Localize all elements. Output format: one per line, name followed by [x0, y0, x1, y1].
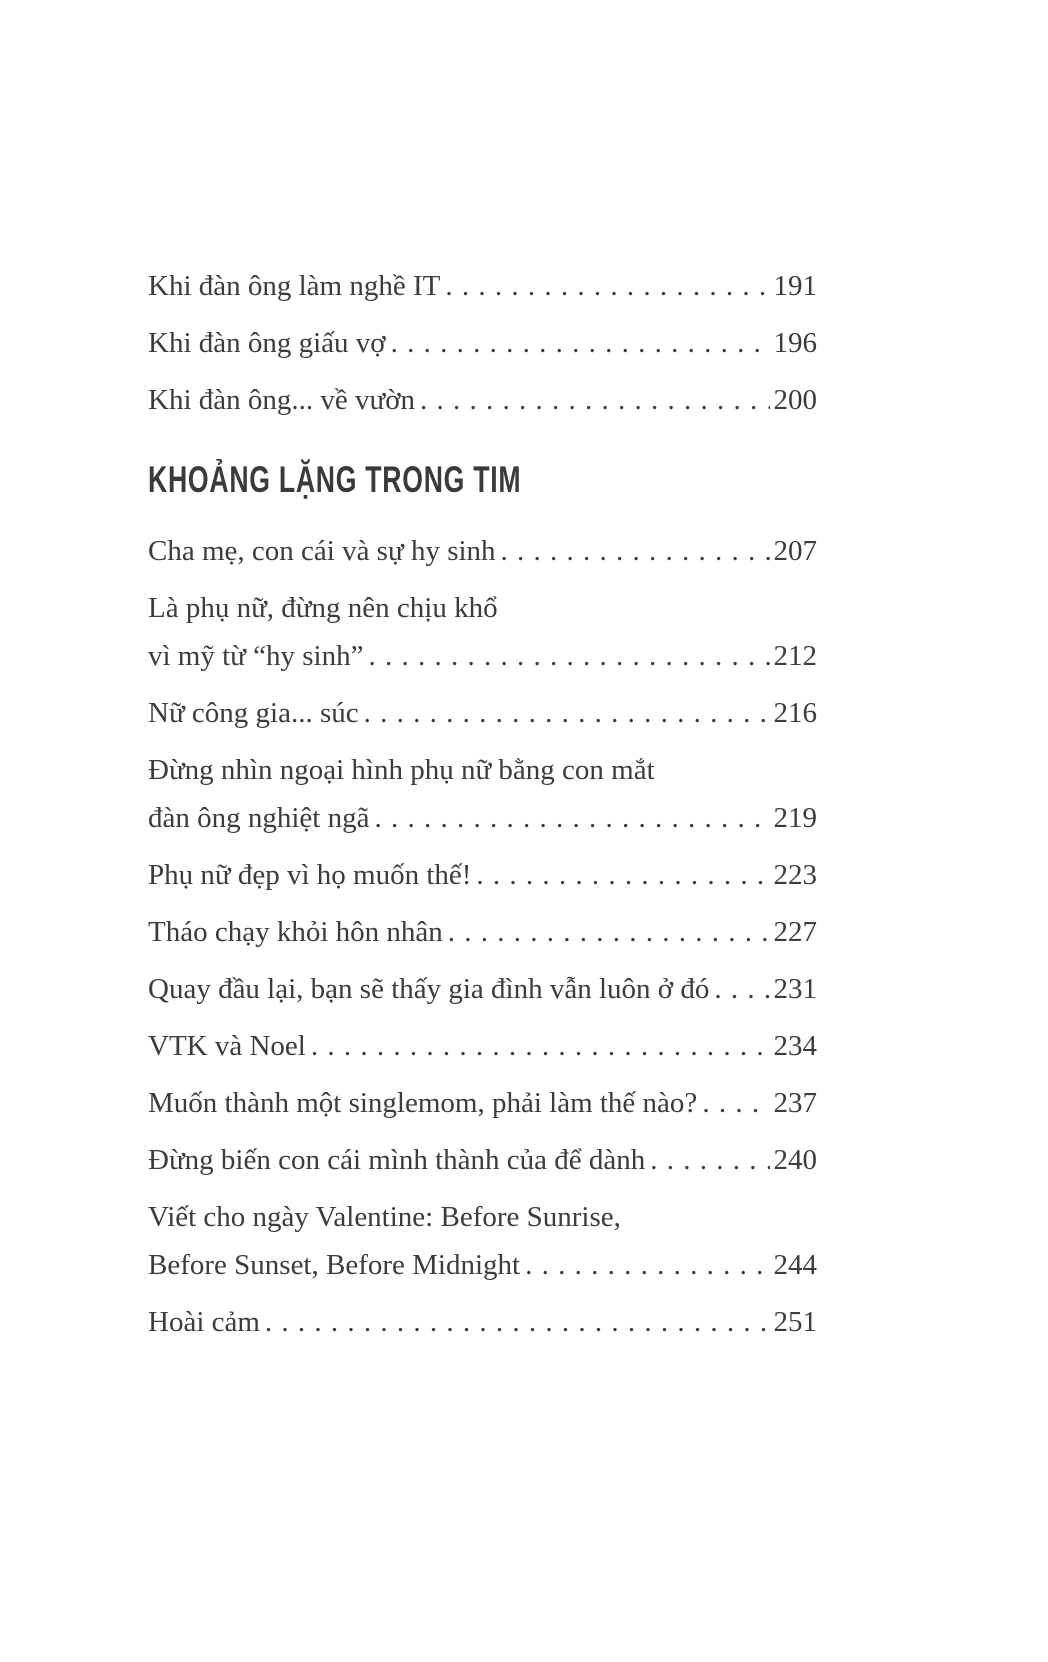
- toc-entry-title: Khi đàn ông... về vườn: [148, 384, 416, 416]
- toc-entry-page-number: 207: [773, 535, 817, 567]
- section-heading: [148, 460, 817, 505]
- toc-entry-line: [148, 319, 817, 367]
- dot-leader: [650, 1136, 769, 1184]
- toc-entry: [148, 527, 817, 575]
- toc-entry: [148, 1079, 817, 1127]
- dot-leader: [265, 1298, 770, 1346]
- toc-entry: [148, 851, 817, 899]
- toc-entry-line: [148, 262, 817, 310]
- toc-entry-page-number: 212: [773, 640, 817, 672]
- toc-entry-line: [148, 689, 817, 737]
- toc-entry-title: Before Sunset, Before Midnight: [148, 1249, 521, 1281]
- toc-entry: [148, 262, 817, 310]
- toc-entry-line: [148, 584, 817, 632]
- toc-entry-title: Nữ công gia... súc: [148, 697, 359, 729]
- toc-entry-title: Khi đàn ông giấu vợ: [148, 327, 386, 359]
- toc-entry-line: [148, 1241, 817, 1289]
- dot-leader: [374, 794, 769, 842]
- toc-entry-line: [148, 1136, 817, 1184]
- toc-entry-title: vì mỹ từ “hy sinh”: [148, 640, 364, 672]
- toc-entry-page-number: 223: [773, 859, 817, 891]
- toc-entry-page-number: 196: [773, 327, 817, 359]
- toc-entry-line: [148, 908, 817, 956]
- dot-leader: [448, 908, 770, 956]
- toc-entry-title: Là phụ nữ, đừng nên chịu khổ: [148, 592, 498, 624]
- toc-entry-line: [148, 851, 817, 899]
- toc-entry-title: VTK và Noel: [148, 1030, 306, 1062]
- toc-entry: [148, 1136, 817, 1184]
- dot-leader: [714, 965, 769, 1013]
- toc-entry: [148, 908, 817, 956]
- toc-entry: [148, 1298, 817, 1346]
- dot-leader: [420, 376, 769, 424]
- toc-entry-title: Muốn thành một singlemom, phải làm thế nào?: [148, 1087, 698, 1119]
- toc-entry-line: [148, 376, 817, 424]
- toc-entry-title: Phụ nữ đẹp vì họ muốn thế!: [148, 859, 472, 891]
- toc-entry-line: [148, 1298, 817, 1346]
- toc-entry-line: [148, 965, 817, 1013]
- toc-entry-page-number: 219: [773, 802, 817, 834]
- toc-entry-title: đàn ông nghiệt ngã: [148, 802, 370, 834]
- dot-leader: [311, 1022, 770, 1070]
- toc-entry-page-number: 240: [773, 1144, 817, 1176]
- toc-entry-page-number: 244: [773, 1249, 817, 1281]
- dot-leader: [364, 689, 770, 737]
- toc-entry-line: [148, 632, 817, 680]
- toc-entry-page-number: 191: [773, 270, 817, 302]
- toc-entry: [148, 376, 817, 424]
- dot-leader: [368, 632, 769, 680]
- dot-leader: [476, 851, 769, 899]
- toc-entry-line: [148, 746, 817, 794]
- toc-entry-page-number: 227: [773, 916, 817, 948]
- toc-section-entries: [148, 527, 817, 1346]
- dot-leader: [702, 1079, 769, 1127]
- toc-entry-title: Hoài cảm: [148, 1306, 260, 1338]
- toc-entry-page-number: 200: [773, 384, 817, 416]
- toc-entry-page-number: 251: [773, 1306, 817, 1338]
- toc-entry-line: [148, 527, 817, 575]
- toc-entry: [148, 965, 817, 1013]
- toc-entry: [148, 319, 817, 367]
- toc-entry-page-number: 237: [773, 1087, 817, 1119]
- toc-entry-line: [148, 1079, 817, 1127]
- toc-entry-page-number: 231: [773, 973, 817, 1005]
- toc-entry: [148, 584, 817, 680]
- toc-entry-title: Đừng biến con cái mình thành của để dành: [148, 1144, 646, 1176]
- toc-entry-line: [148, 1193, 817, 1241]
- dot-leader: [391, 319, 770, 367]
- toc-entry-page-number: 234: [773, 1030, 817, 1062]
- toc-entry: [148, 689, 817, 737]
- toc-entry-line: [148, 1022, 817, 1070]
- section-heading-text: KHOẢNG LẶNG TRONG TIM: [148, 459, 522, 500]
- toc-entry-page-number: 216: [773, 697, 817, 729]
- dot-leader: [525, 1241, 769, 1289]
- toc-entry-title: Quay đầu lại, bạn sẽ thấy gia đình vẫn luôn ở đó: [148, 973, 710, 1005]
- dot-leader: [445, 262, 769, 310]
- toc-entry-title: Tháo chạy khỏi hôn nhân: [148, 916, 443, 948]
- toc-entry-line: [148, 794, 817, 842]
- toc-entry-title: Viết cho ngày Valentine: Before Sunrise,: [148, 1201, 621, 1233]
- toc-entry: [148, 1022, 817, 1070]
- toc-entry: [148, 1193, 817, 1289]
- toc-entry-title: Cha mẹ, con cái và sự hy sinh: [148, 535, 496, 567]
- toc-entry-title: Đừng nhìn ngoại hình phụ nữ bằng con mắt: [148, 754, 655, 786]
- toc-entry-title: Khi đàn ông làm nghề IT: [148, 270, 441, 302]
- toc-top-entries: [148, 262, 817, 424]
- dot-leader: [501, 527, 770, 575]
- toc-entry: [148, 746, 817, 842]
